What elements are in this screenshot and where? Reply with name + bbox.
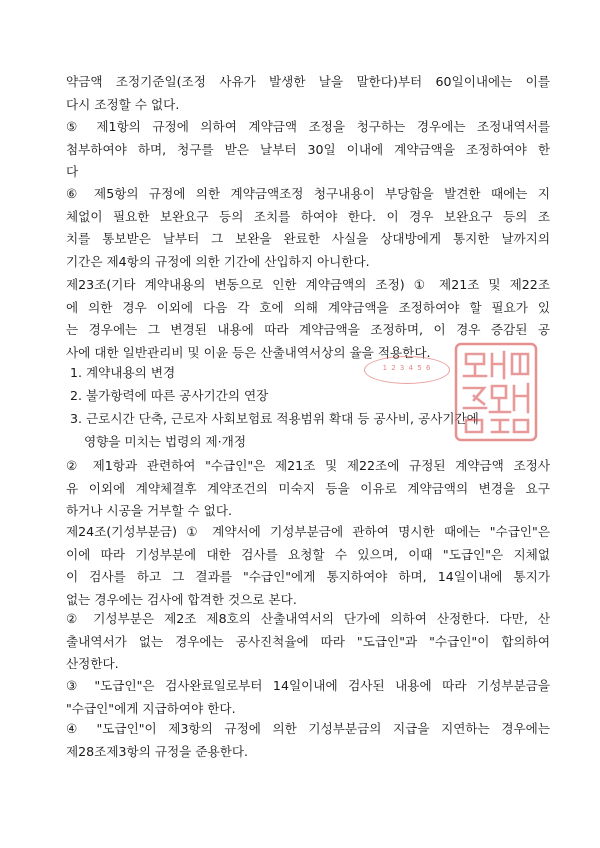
text-line: 치를 통보받은 날부터 그 보완을 완료한 사실을 상대방에게 통지한 날까지의 [66, 231, 550, 247]
text-line: ⑥ 제5항의 규정에 의한 계약금액조정 청구내용이 부당함을 발견한 때에는 지 [66, 186, 550, 201]
paragraph-continuation [66, 71, 550, 116]
paragraph-clause-6 [66, 183, 550, 273]
oval-stamp-text: 1 2 3 4 5 6 [382, 364, 432, 372]
article-24 [66, 521, 550, 611]
text-line: 다 [66, 164, 79, 180]
text-line: 는 경우에는 그 변경된 내용에 따라 계약금액을 조정하며, 이 경우 증감된 공 [66, 322, 550, 338]
text-line: 체없이 필요한 보완요구 등의 조치를 하여야 한다. 이 경우 보완요구 등의 조 [66, 208, 550, 224]
paragraph-clause-5 [66, 116, 550, 184]
text-line: 약금액 조정기준일(조정 사유가 발생한 날을 말한다)부터 60일이내에는 이를 [66, 74, 550, 89]
text-line: 제28조제3항의 규정을 준용한다. [66, 743, 249, 759]
text-line: 기간은 제4항의 규정에 의한 기간에 산입하지 아니한다. [66, 253, 370, 269]
text-line: ③ "도급인"은 검사완료일로부터 14일이내에 검사된 내용에 따라 기성부분금을 [66, 678, 550, 693]
text-line: "수급인"에게 지급하여야 한다. [66, 700, 236, 716]
text-line: 하거나 시공을 거부할 수 없다. [66, 503, 233, 519]
text-line: 산정한다. [66, 656, 119, 672]
list-item-3: 3. 근로시간 단축, 근로자 사회보험료 적용범위 확대 등 공사비, 공사기간에 영향을 미치는 법령의 제·개정 [70, 411, 479, 449]
text-line: 제23조(기타 계약내용의 변동으로 인한 계약금액의 조정) ① 제21조 및 제22조 [66, 277, 550, 292]
text-line: 이에 따라 기성부분에 대한 검사를 요청할 수 있으며, 이때 "도급인"은 지체없 [66, 546, 550, 562]
text-line: 이 검사를 하고 그 결과를 "수급인"에게 통지하여야 하며, 14일이내에 통지가 [66, 569, 550, 585]
text-line: ⑤ 제1항의 규정에 의하여 계약금액 조정을 청구하는 경우에는 조정내역서를 [66, 119, 550, 134]
text-line: 에 의한 경우 이외에 다음 각 호에 의해 계약금액을 조정하여야 할 필요가 있 [66, 299, 550, 315]
text-line: 첨부하여야 하며, 청구를 받은 날부터 30일 이내에 계약금액을 조정하여야 한 [66, 141, 550, 157]
text-line: ② 제1항과 관련하여 "수급인"은 제21조 및 제22조에 규정된 계약금액 조정사 [66, 458, 550, 473]
text-line: 다시 조정할 수 없다. [66, 96, 180, 112]
oval-stamp [364, 356, 450, 384]
text-line: 출내역서가 없는 경우에는 공사진척율에 따라 "도급인"과 "수급인"이 합의하여 [66, 633, 550, 649]
article-24-clause-4 [66, 718, 550, 763]
text-line: 없는 경우에는 검사에 합격한 것으로 본다. [66, 591, 297, 607]
text-line: 제24조(기성부분금) ① 계약서에 기성부분금에 관하여 명시한 때에는 "수급인"은 [66, 524, 550, 539]
list-item-1: 1. 계약내용의 변경 [70, 365, 176, 380]
company-seal-stamp [452, 340, 540, 444]
text-line: 사에 대한 일반관리비 및 이윤 등은 산출내역서상의 율을 적용한다. [66, 344, 431, 360]
article-24-clause-3 [66, 675, 550, 720]
list-item-2: 2. 불가항력에 따른 공사기간의 연장 [70, 388, 269, 403]
text-line: 유 이외에 계약체결후 계약조건의 미숙지 등을 이유로 계약금액의 변경을 요구 [66, 480, 550, 496]
article-24-clause-2 [66, 608, 550, 676]
text-line: ④ "도급인"이 제3항의 규정에 의한 기성부분금의 지급을 지연하는 경우에는 [66, 721, 550, 736]
article-23-clause-2 [66, 455, 550, 523]
text-line: ② 기성부분은 제2조 제8호의 산출내역서의 단가에 의하여 산정한다. 다만, 산 [66, 611, 550, 626]
